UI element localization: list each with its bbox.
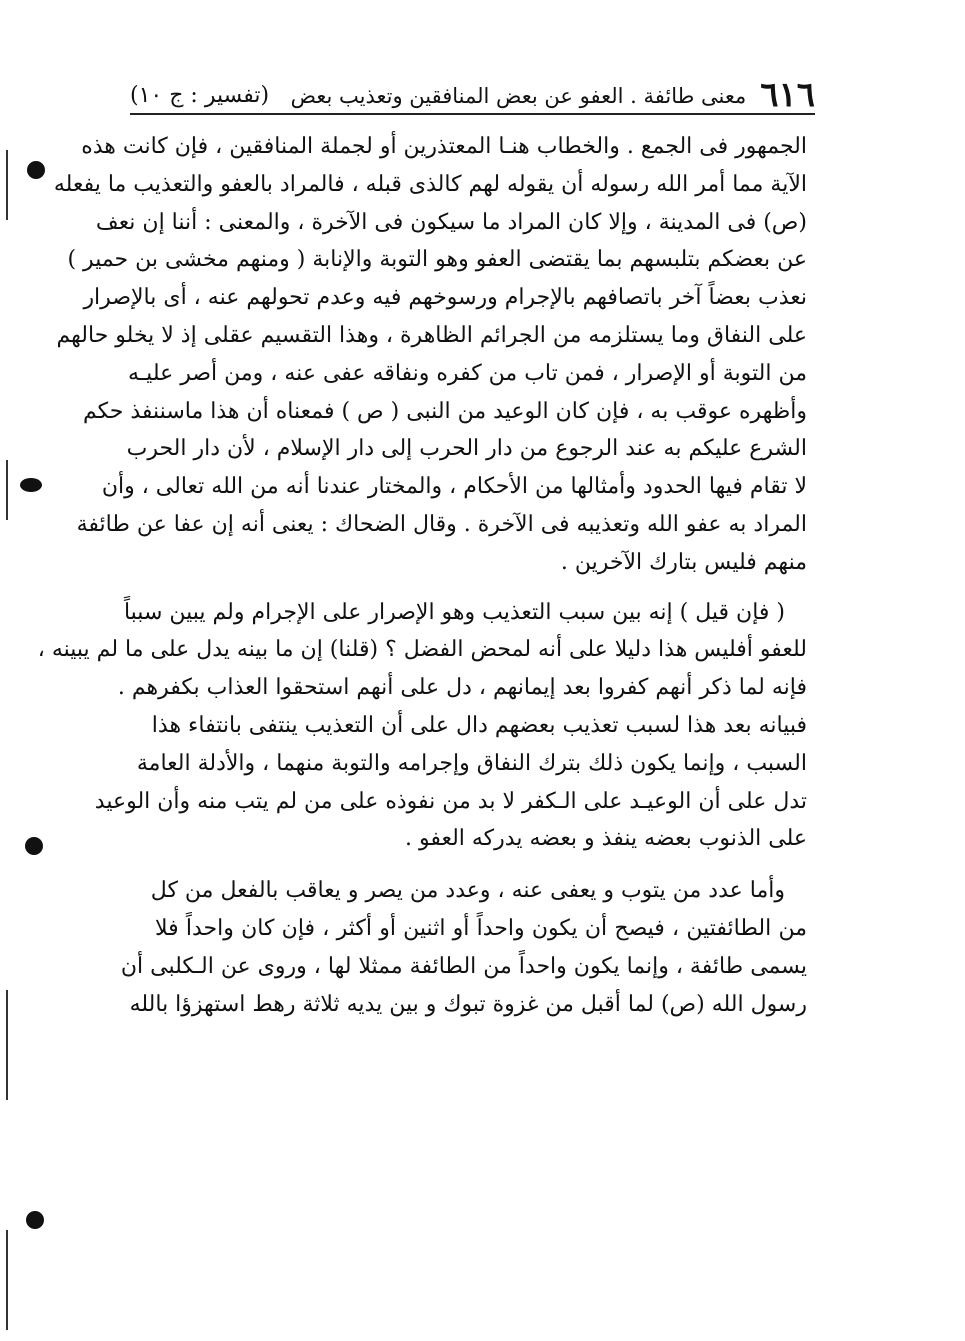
- text-line: الشرع عليكم به عند الرجوع من دار الحرب إلى دار الإسلام ، لأن دار الحرب: [126, 436, 807, 462]
- running-title: معنى طائفة . العفو عن بعض المنافقين وتعذيب بعض: [290, 84, 747, 108]
- book-reference: (تفسير : ج ١٠): [130, 83, 270, 108]
- text-line: رسول الله (ص) لما أقبل من غزوة تبوك و بين يديه ثلاثة رهط استهزؤا بالله: [129, 991, 807, 1017]
- paragraph-3: [120, 872, 807, 1023]
- text-line: نعذب بعضاً آخر باتصافهم بالإجرام ورسوخهم فيه وعدم تحولهم عنه ، أى بالإصرار: [83, 285, 807, 311]
- text-line: وأما عدد من يتوب و يعفى عنه ، وعدد من يصر و يعاقب بالفعل من كل: [150, 878, 785, 904]
- page-number: ٦١٦: [760, 75, 815, 115]
- text-line: على النفاق وما يستلزمه من الجرائم الظاهرة ، وهذا التقسيم عقلى إذ لا يخلو حالهم: [56, 322, 807, 348]
- text-line: على الذنوب بعضه ينفذ و بعضه يدركه العفو .: [404, 826, 807, 852]
- paragraph-1: [53, 128, 807, 582]
- text-line: للعفو أفليس هذا دليلا على أنه لمحض الفضل ؟ (قلنا) إن ما بينه يدل على ما لم يبينه ،: [37, 637, 807, 663]
- scan-edge-mark: [6, 150, 8, 220]
- text-line: الجمهور فى الجمع . والخطاب هنـا المعتذرين أو لجملة المنافقين ، فإن كانت هذه: [81, 134, 807, 159]
- header-rule: [130, 113, 815, 115]
- punch-hole-mark: [26, 1211, 44, 1229]
- text-line: عن بعضكم بتلبسهم بما يقتضى العفو وهو التوبة والإنابة ( ومنهم مخشى بن حمير ): [67, 247, 807, 273]
- text-line: فإنه لما ذكر أنهم كفروا بعد إيمانهم ، دل على أنهم استحقوا العذاب بكفرهم .: [117, 675, 807, 701]
- text-line: ( فإن قيل ) إنه بين سبب التعذيب وهو الإصرار على الإجرام ولم يبين سبباً: [123, 599, 785, 625]
- page-header: [130, 66, 815, 115]
- paragraph-2: [37, 594, 807, 859]
- page-body: [37, 128, 807, 1023]
- punch-hole-mark: [25, 837, 43, 855]
- text-line: وأظهره عوقب به ، فإن كان الوعيد من النبى ( ص ) فمعناه أن هذا ماسننفذ حكم: [82, 398, 807, 424]
- text-line: السبب ، وإنما يكون ذلك بترك النفاق وإجرامه والتوبة منهما ، والأدلة العامة: [136, 750, 807, 776]
- text-line: يسمى طائفة ، وإنما يكون واحداً من الطائفة ممثلا لها ، وروى عن الـكلبى أن: [120, 953, 807, 979]
- punch-hole-mark: [27, 161, 45, 179]
- text-line: من التوبة أو الإصرار ، فمن تاب من كفره ونفاقه عفى عنه ، ومن أصر عليـه: [127, 360, 807, 386]
- text-line: (ص) فى المدينة ، وإلا كان المراد ما سيكون فى الآخرة ، والمعنى : أننا إن نعف: [95, 209, 807, 235]
- text-line: منهم فليس بتارك الآخرين .: [560, 549, 807, 575]
- text-line: تدل على أن الوعيـد على الـكفر لا بد من نفوذه على من لم يتب منه وأن الوعيد: [94, 788, 807, 814]
- text-line: لا تقام فيها الحدود وأمثالها من الأحكام ، والمختار عندنا أنه من الله تعالى ، وأن: [101, 474, 807, 500]
- scan-edge-mark: [6, 1230, 8, 1330]
- text-line: من الطائفتين ، فيصح أن يكون واحداً أو اثنين أو أكثر ، فإن كان واحداً فلا: [155, 915, 807, 941]
- punch-hole-mark: [20, 478, 42, 492]
- text-line: المراد به عفو الله وتعذيبه فى الآخرة . وقال الضحاك : يعنى أنه إن عفا عن طائفة: [76, 511, 807, 537]
- scan-edge-mark: [6, 460, 8, 520]
- scan-edge-mark: [6, 990, 8, 1100]
- text-line: الآية مما أمر الله رسوله أن يقوله لهم كالذى قبله ، فالمراد بالعفو والتعذيب ما يفعله: [53, 171, 807, 197]
- text-line: فبيانه بعد هذا لسبب تعذيب بعضهم دال على أن التعذيب ينتفى بانتفاء هذا: [151, 712, 807, 738]
